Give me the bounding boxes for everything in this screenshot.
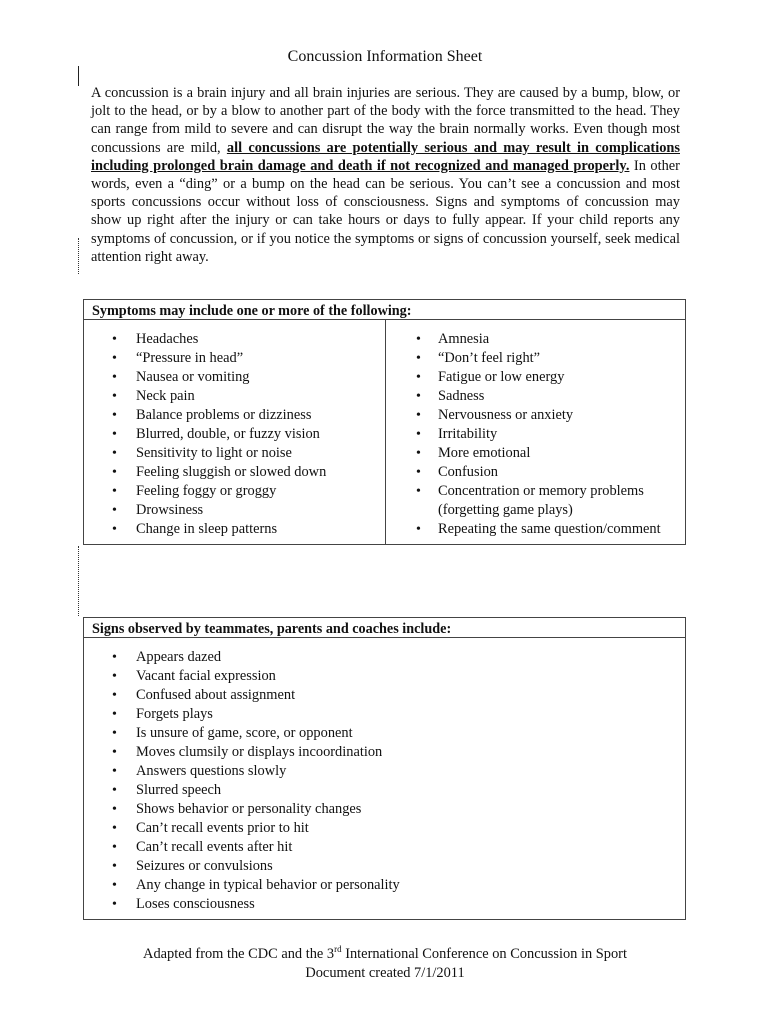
list-item: • Can’t recall events prior to hit [84,819,685,838]
list-item: • Amnesia [386,330,685,349]
list-item: • Is unsure of game, score, or opponent [84,724,685,743]
list-item: • Headaches [84,330,385,349]
list-item: • Irritability [386,425,685,444]
margin-change-bar [78,546,79,616]
list-item: • Neck pain [84,387,385,406]
symptoms-left-column [84,320,386,544]
list-item: • Slurred speech [84,781,685,800]
signs-heading: Signs observed by teammates, parents and coaches include: [84,618,685,638]
page-title: Concussion Information Sheet [287,48,483,65]
signs-column [84,638,685,914]
symptoms-right-column [386,320,685,544]
symptoms-columns [84,320,685,544]
symptoms-box [83,299,686,545]
footer [0,940,770,983]
list-item: • Can’t recall events after hit [84,838,685,857]
list-item: • Sensitivity to light or noise [84,444,385,463]
list-item: • Vacant facial expression [84,667,685,686]
list-item: • Answers questions slowly [84,762,685,781]
footer-date-line: Document created 7/1/2011 [305,964,465,981]
symptoms-heading: Symptoms may include one or more of the following: [84,300,685,320]
list-item: • Forgets plays [84,705,685,724]
list-item: • Confused about assignment [84,686,685,705]
list-item: • Concentration or memory problems (forgetting game plays) [386,482,685,520]
list-item: • Moves clumsily or displays incoordination [84,743,685,762]
list-item: • Repeating the same question/comment [386,520,685,539]
list-item: • “Pressure in head” [84,349,385,368]
symptoms-right-list [386,330,685,539]
list-item: • Confusion [386,463,685,482]
list-item: • Sadness [386,387,685,406]
footer-source-text-2: International Conference on Concussion in Sport [341,945,627,962]
intro-paragraph [91,84,680,266]
list-item: • More emotional [386,444,685,463]
list-item: • Nausea or vomiting [84,368,385,387]
list-item: • Feeling foggy or groggy [84,482,385,501]
list-item: • Loses consciousness [84,895,685,914]
intro-text-1: A concussion is a brain injury and all brain injuries are serious. They are caused by a bump, blow, or jolt to the head, or by a blow to another part of the body with the force transmitted to the head. They can range from mild to severe and can disrupt the way the brain normally works. Even though most concussions are mild, [91,85,680,156]
list-item: • Nervousness or anxiety [386,406,685,425]
margin-change-bar [78,238,79,274]
list-item: • Seizures or convulsions [84,857,685,876]
list-item: • Drowsiness [84,501,385,520]
symptoms-left-list [84,330,385,539]
footer-source-line [0,940,770,964]
list-item: • “Don’t feel right” [386,349,685,368]
footer-superscript: rd [334,944,342,954]
list-item: • Feeling sluggish or slowed down [84,463,385,482]
list-item: • Fatigue or low energy [386,368,685,387]
list-item: • Any change in typical behavior or personality [84,876,685,895]
footer-source-text-1: Adapted from the CDC and the 3 [143,945,335,962]
list-item: • Change in sleep patterns [84,520,385,539]
margin-change-bar [78,66,79,86]
signs-list [84,648,685,914]
list-item: • Blurred, double, or fuzzy vision [84,425,385,444]
intro-emphasis: all concussions are potentially serious and may result in complications including prolonged brain damage and death if not recognized and managed properly. [91,139,680,174]
signs-box [83,617,686,920]
intro-text-2: In other words, even a “ding” or a bump on the head can be serious. You can’t see a concussion and most sports concussions occur without loss of consciousness. Signs and symptoms of concussion may show up right after the injury or can take hours or days to fully appear. If your child reports any symptoms of concussion, or if you notice the symptoms or signs of concussion yourself, seek medical attention right away. [91,157,680,265]
list-item: • Balance problems or dizziness [84,406,385,425]
list-item: • Appears dazed [84,648,685,667]
list-item: • Shows behavior or personality changes [84,800,685,819]
